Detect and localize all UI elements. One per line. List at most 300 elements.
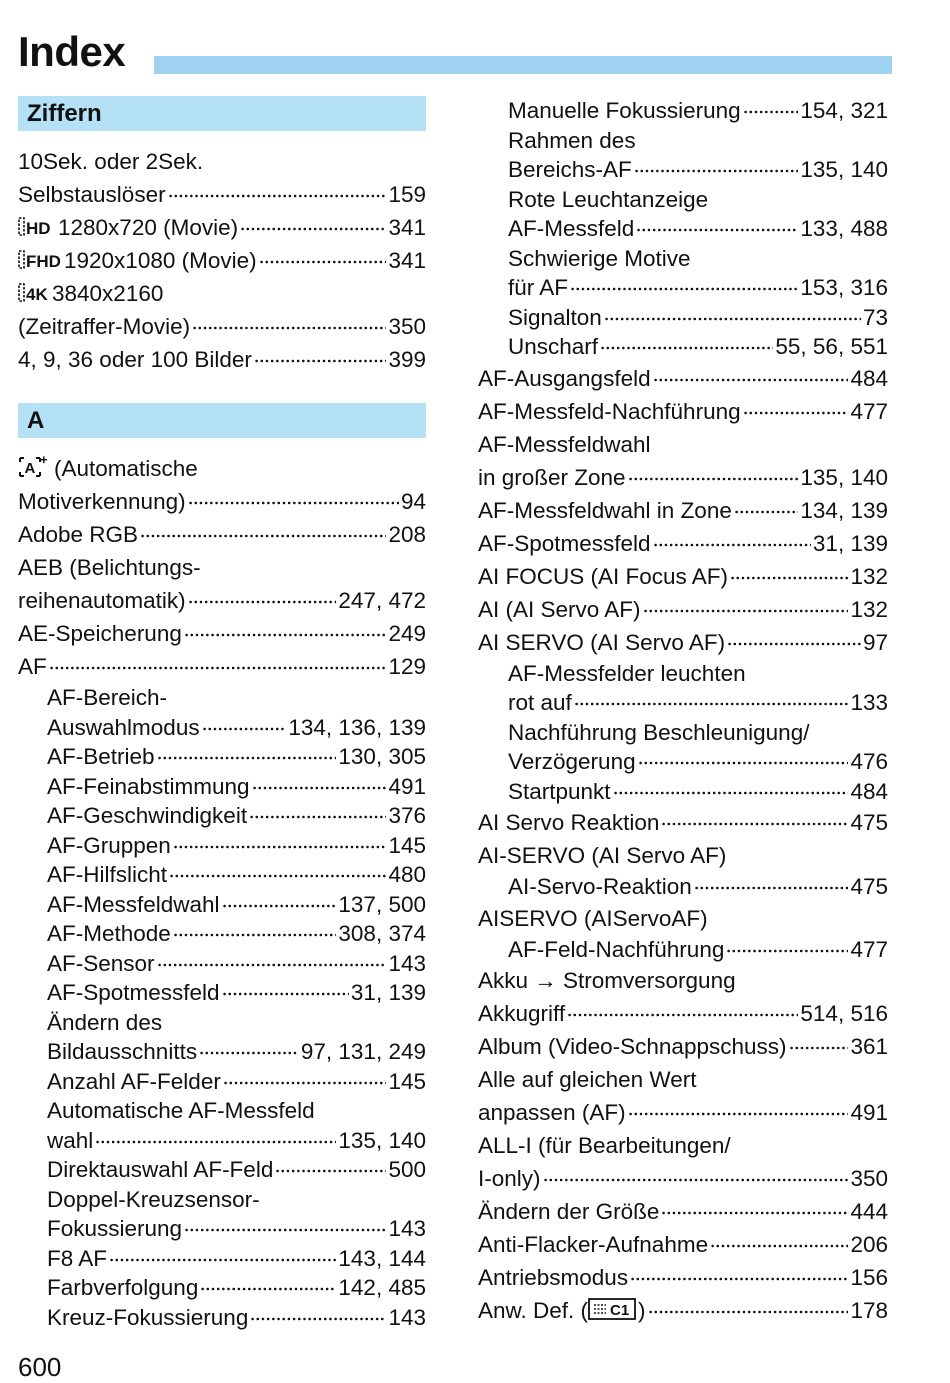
index-entry-text: Ändern des bbox=[47, 1009, 163, 1035]
index-entry bbox=[18, 584, 426, 617]
dot-leader bbox=[168, 193, 387, 199]
svg-text:FHD: FHD bbox=[26, 252, 61, 271]
dot-leader bbox=[254, 358, 387, 364]
page-title: Index bbox=[18, 28, 126, 75]
index-entry-pages: 143 bbox=[388, 950, 426, 976]
index-entry-term bbox=[478, 806, 659, 839]
index-entry-term bbox=[47, 685, 167, 710]
index-entry-term bbox=[478, 527, 651, 560]
index-entry-pages: 475 bbox=[850, 874, 888, 899]
index-entry-text: Signalton bbox=[508, 304, 602, 330]
index-entry-term bbox=[508, 747, 636, 777]
index-entry-term bbox=[478, 1030, 787, 1063]
custom-shooting-mode-icon bbox=[588, 1297, 636, 1321]
svg-text:HD: HD bbox=[26, 219, 51, 238]
index-entry-text: wahl bbox=[47, 1127, 94, 1153]
index-entry-text: Selbstauslöser bbox=[18, 182, 166, 207]
index-entry-text: Adobe RGB bbox=[18, 522, 139, 547]
index-entry bbox=[18, 890, 426, 920]
index-entry-text: AF-Messfelder leuchten bbox=[508, 660, 746, 686]
dot-leader bbox=[222, 903, 337, 909]
index-entry-term bbox=[478, 626, 725, 659]
index-entry-pages: 491 bbox=[850, 1100, 888, 1125]
index-entry-text: I-only) bbox=[478, 1166, 541, 1191]
index-entry-pages: 31, 139 bbox=[350, 980, 426, 1005]
index-entry-term bbox=[478, 593, 641, 626]
index-entry-text: Bereichs-AF bbox=[508, 157, 632, 182]
index-entry bbox=[18, 1037, 426, 1067]
dot-leader bbox=[157, 755, 337, 761]
index-entry-text: Kreuz-Fokussierung bbox=[47, 1304, 249, 1330]
index-entry-pages: 159 bbox=[388, 182, 426, 207]
index-entry-pages: 143 bbox=[388, 1304, 426, 1330]
index-entry-text: Motiverkennung) bbox=[18, 489, 186, 514]
index-entry-pages: 475 bbox=[850, 810, 888, 835]
index-entry-pages: 132 bbox=[850, 563, 888, 589]
index-entry-text: AF-Feld-Nachführung bbox=[508, 936, 725, 962]
dot-leader bbox=[628, 476, 799, 482]
index-entry-term bbox=[478, 1162, 541, 1195]
dot-leader bbox=[157, 962, 387, 968]
index-entry-text: (Automatische bbox=[54, 456, 198, 481]
index-entry-pages: 97, 131, 249 bbox=[300, 1039, 426, 1064]
index-entry-term bbox=[478, 843, 726, 868]
index-entry-text: ALL-I (für Bearbeitungen/ bbox=[478, 1133, 731, 1158]
index-entry-term bbox=[478, 1294, 646, 1327]
index-entry-text: Manuelle Fokussierung bbox=[508, 98, 741, 123]
dot-leader bbox=[726, 948, 848, 954]
index-entry bbox=[18, 485, 426, 518]
index-entry bbox=[478, 126, 888, 156]
index-entry bbox=[478, 1030, 888, 1063]
index-entry-text: Automatische AF-Messfeld bbox=[47, 1098, 315, 1123]
svg-text:4K: 4K bbox=[26, 285, 48, 304]
index-entry-term bbox=[47, 801, 247, 831]
index-entry bbox=[18, 343, 426, 376]
index-entry-term bbox=[47, 1155, 273, 1185]
index-entry bbox=[18, 1008, 426, 1038]
index-entry-term bbox=[508, 935, 724, 965]
index-entry-pages: 142, 485 bbox=[338, 1275, 426, 1300]
index-entry bbox=[18, 1214, 426, 1244]
index-entry-term bbox=[478, 362, 651, 395]
index-entry bbox=[478, 155, 888, 185]
index-entry-term bbox=[47, 1067, 221, 1097]
index-entry-term bbox=[47, 772, 250, 802]
index-entry bbox=[478, 560, 888, 593]
dot-leader bbox=[574, 701, 849, 707]
index-entry-term bbox=[47, 742, 155, 772]
index-entry bbox=[478, 872, 888, 902]
dot-leader bbox=[169, 873, 386, 879]
dot-leader bbox=[202, 726, 287, 732]
index-entry bbox=[478, 244, 888, 274]
index-entry-pages: 145 bbox=[388, 1068, 426, 1094]
index-entry-text: AF-Geschwindigkeit bbox=[47, 803, 248, 828]
dot-leader bbox=[543, 1177, 849, 1183]
index-entry-term bbox=[508, 155, 632, 185]
index-entry bbox=[478, 964, 888, 997]
index-entry-text: Nachführung Beschleunigung/ bbox=[508, 719, 810, 745]
index-entry-text: Verzögerung bbox=[508, 749, 636, 774]
index-entry-pages: 247, 472 bbox=[338, 588, 426, 613]
index-entry-text: 1280x720 (Movie) bbox=[58, 215, 239, 240]
dot-leader bbox=[223, 1080, 387, 1086]
index-entry bbox=[478, 1162, 888, 1195]
index-entry-pages: 477 bbox=[850, 936, 888, 962]
dot-leader bbox=[600, 345, 773, 351]
index-entry-text: (Zeitraffer-Movie) bbox=[18, 314, 191, 339]
index-entry bbox=[18, 551, 426, 584]
index-entry-term bbox=[508, 872, 692, 902]
dot-leader bbox=[109, 1257, 336, 1263]
index-entry-term bbox=[478, 395, 741, 428]
index-entry-text: Farbverfolgung bbox=[47, 1275, 199, 1300]
index-entry-pages: 134, 139 bbox=[800, 497, 888, 523]
dot-leader bbox=[630, 1276, 848, 1282]
index-entry bbox=[478, 96, 888, 126]
index-entry-term bbox=[478, 1133, 731, 1158]
dot-leader bbox=[604, 316, 861, 322]
index-entry-term bbox=[478, 1195, 659, 1228]
fhd-movie-icon bbox=[18, 249, 62, 271]
index-entry bbox=[18, 244, 426, 277]
index-entry bbox=[18, 277, 426, 310]
index-entry-text: AF-Messfeldwahl in Zone bbox=[478, 497, 732, 523]
index-entry-term bbox=[478, 1067, 696, 1092]
index-column-right bbox=[478, 96, 888, 1327]
index-entry-pages: 145 bbox=[388, 832, 426, 858]
index-entry-term bbox=[47, 1010, 162, 1035]
index-entry-term bbox=[508, 303, 602, 333]
dot-leader bbox=[259, 259, 387, 265]
dot-leader bbox=[661, 1210, 848, 1216]
index-entry-text: AF-Messfeldwahl bbox=[478, 431, 651, 457]
index-entry-text: Anzahl AF-Felder bbox=[47, 1068, 221, 1094]
index-entry-pages: 132 bbox=[850, 596, 888, 622]
dot-leader bbox=[222, 991, 349, 997]
index-entry-text: Doppel-Kreuzsensor- bbox=[47, 1186, 260, 1212]
index-entry-pages: 178 bbox=[850, 1298, 888, 1323]
index-entry bbox=[478, 997, 888, 1030]
index-entry-pages: 350 bbox=[388, 314, 426, 339]
index-entry-term bbox=[18, 485, 186, 518]
index-entry bbox=[18, 772, 426, 802]
dot-leader bbox=[643, 608, 849, 614]
index-entry bbox=[478, 1096, 888, 1129]
index-entry-pages: 156 bbox=[850, 1265, 888, 1290]
index-entry bbox=[478, 902, 888, 935]
index-entry bbox=[478, 1129, 888, 1162]
index-entry bbox=[18, 518, 426, 551]
index-entry-pages: 208 bbox=[388, 522, 426, 547]
index-entry bbox=[18, 310, 426, 343]
dot-leader bbox=[730, 575, 848, 581]
index-entry-term bbox=[508, 688, 572, 718]
index-entry-pages: 94 bbox=[400, 489, 426, 514]
index-entry-pages: 143, 144 bbox=[338, 1245, 426, 1271]
index-entry-text: in großer Zone bbox=[478, 464, 626, 490]
dot-leader bbox=[173, 844, 387, 850]
dot-leader bbox=[648, 1309, 849, 1315]
index-entry-text: AEB (Belichtungs- bbox=[18, 555, 201, 580]
index-entry-term bbox=[18, 584, 186, 617]
index-entry bbox=[18, 145, 426, 178]
index-entry-term bbox=[18, 555, 201, 580]
index-entry-text: AF-Hilfslicht bbox=[47, 862, 168, 887]
index-entry-pages: 31, 139 bbox=[812, 530, 888, 556]
index-entry-pages: 477 bbox=[850, 398, 888, 424]
index-entry bbox=[478, 494, 888, 527]
dot-leader bbox=[743, 410, 849, 416]
index-entry-text: AF-Messfeld-Nachführung bbox=[478, 398, 741, 424]
index-entry-pages: 133, 488 bbox=[800, 216, 888, 241]
index-entry bbox=[18, 1067, 426, 1097]
dot-leader bbox=[694, 885, 849, 891]
index-entry-pages: 249 bbox=[388, 621, 426, 646]
index-entry-term bbox=[508, 246, 691, 271]
index-entry-text: Anw. Def. ( bbox=[478, 1298, 589, 1323]
index-entry-text: Auswahlmodus bbox=[47, 714, 200, 740]
index-entry-pages: 135, 140 bbox=[338, 1127, 426, 1153]
index-entry bbox=[478, 806, 888, 839]
index-entry bbox=[478, 1063, 888, 1096]
index-entry-text: AF bbox=[18, 654, 47, 679]
index-entry-text: Fokussierung bbox=[47, 1216, 183, 1241]
index-entry-text: Anti-Flacker-Aufnahme bbox=[478, 1232, 709, 1257]
index-entry-text: AISERVO (AIServoAF) bbox=[478, 905, 708, 931]
index-entry-term bbox=[508, 661, 746, 686]
dot-leader bbox=[188, 500, 399, 506]
index-entry bbox=[18, 1303, 426, 1333]
svg-text:C1: C1 bbox=[610, 1302, 630, 1319]
index-entry-text: AF-Feinabstimmung bbox=[47, 773, 250, 799]
index-entry-term bbox=[18, 453, 198, 481]
index-entry-text: AE-Speicherung bbox=[18, 621, 182, 646]
dot-leader bbox=[188, 599, 337, 605]
index-entry-pages: 135, 140 bbox=[800, 157, 888, 182]
index-entry-pages: 134, 136, 139 bbox=[288, 714, 426, 740]
index-entry-text: für AF bbox=[508, 275, 569, 300]
index-entry bbox=[18, 1096, 426, 1126]
index-entry-text: Akku → Stromversorgung bbox=[478, 968, 736, 993]
dot-leader bbox=[240, 226, 386, 232]
index-entry bbox=[478, 777, 888, 807]
index-entry bbox=[478, 593, 888, 626]
dot-leader bbox=[275, 1168, 386, 1174]
dot-leader bbox=[140, 533, 386, 539]
index-entry-term bbox=[47, 831, 171, 861]
title-accent-bar bbox=[154, 56, 892, 74]
index-entry bbox=[478, 428, 888, 461]
section-header-gap bbox=[18, 438, 426, 452]
index-entry-term bbox=[47, 713, 200, 743]
index-entry bbox=[18, 801, 426, 831]
index-entry-text: Direktauswahl AF-Feld bbox=[47, 1157, 274, 1182]
index-entry-pages: 350 bbox=[850, 1166, 888, 1191]
dot-leader bbox=[200, 1286, 336, 1292]
index-entry-term bbox=[18, 244, 257, 277]
index-entry-term bbox=[47, 1098, 315, 1123]
index-entry-term bbox=[478, 432, 651, 457]
index-entry-text: AF-Messfeld bbox=[508, 216, 635, 241]
dot-leader bbox=[628, 1111, 849, 1117]
index-entry-term bbox=[18, 518, 138, 551]
index-entry bbox=[18, 949, 426, 979]
index-entry-term bbox=[47, 1214, 182, 1244]
dot-leader bbox=[789, 1045, 849, 1051]
index-entry-term bbox=[47, 1037, 197, 1067]
index-entry-term bbox=[478, 968, 736, 993]
index-entry-term bbox=[47, 890, 220, 920]
dot-leader bbox=[634, 168, 799, 174]
index-entry bbox=[478, 527, 888, 560]
index-entry-term bbox=[18, 343, 252, 376]
index-entry-pages: 399 bbox=[388, 347, 426, 372]
dot-leader bbox=[570, 286, 798, 292]
index-entry bbox=[478, 273, 888, 303]
dot-leader bbox=[653, 542, 811, 548]
index-entry-term bbox=[478, 1096, 626, 1129]
index-entry bbox=[478, 461, 888, 494]
index-entry-text: Bildausschnitts bbox=[47, 1039, 198, 1064]
index-entry-pages: 55, 56, 551 bbox=[775, 334, 888, 359]
index-entry bbox=[478, 332, 888, 362]
index-entry bbox=[18, 683, 426, 713]
index-entry-term bbox=[478, 494, 732, 527]
section-gap bbox=[18, 376, 426, 403]
index-entry-text: Akkugriff bbox=[478, 1001, 566, 1026]
dot-leader bbox=[743, 109, 799, 115]
index-entry-term bbox=[508, 214, 634, 244]
index-entry-text: Alle auf gleichen Wert bbox=[478, 1067, 697, 1092]
index-entry-term bbox=[478, 906, 708, 931]
index-entry-pages: 154, 321 bbox=[800, 98, 888, 123]
4k-movie-icon bbox=[18, 282, 50, 304]
dot-leader bbox=[567, 1012, 798, 1018]
index-entry-term bbox=[47, 1244, 107, 1274]
index-entry bbox=[478, 688, 888, 718]
index-entry-pages: 514, 516 bbox=[800, 1001, 888, 1026]
index-entry-pages: 444 bbox=[850, 1199, 888, 1224]
index-entry bbox=[478, 659, 888, 689]
section-header-a: A bbox=[18, 403, 426, 438]
index-entry bbox=[478, 626, 888, 659]
index-entry-term bbox=[47, 1303, 248, 1333]
dot-leader bbox=[49, 665, 387, 671]
index-entry-term bbox=[18, 281, 163, 306]
index-entry-pages: 308, 374 bbox=[338, 921, 426, 946]
index-entry bbox=[478, 718, 888, 748]
index-entry-term bbox=[508, 777, 611, 807]
index-entry bbox=[478, 1195, 888, 1228]
index-entry-term bbox=[508, 720, 809, 745]
dot-leader bbox=[252, 785, 387, 791]
index-entry bbox=[478, 839, 888, 872]
index-entry-text: AI Servo Reaktion bbox=[478, 810, 660, 835]
svg-text:+: + bbox=[40, 453, 48, 467]
index-entry-text: AI-Servo-Reaktion bbox=[508, 874, 692, 899]
index-entry bbox=[18, 1185, 426, 1215]
index-entry-text: anpassen (AF) bbox=[478, 1100, 626, 1125]
index-entry-text: AF-Messfeldwahl bbox=[47, 891, 220, 917]
index-entry-text: 4, 9, 36 oder 100 Bilder bbox=[18, 347, 252, 372]
index-entry bbox=[478, 1261, 888, 1294]
index-entry bbox=[18, 1155, 426, 1185]
index-entry-text: AF-Ausgangsfeld bbox=[478, 365, 651, 391]
index-entry-pages: 206 bbox=[850, 1232, 888, 1257]
index-entry-term bbox=[508, 187, 708, 212]
index-entry-term bbox=[478, 1261, 628, 1294]
index-entry-pages: 491 bbox=[388, 773, 426, 799]
index-entry bbox=[478, 185, 888, 215]
index-entry-term bbox=[47, 1273, 198, 1303]
index-entry-term bbox=[47, 919, 171, 949]
index-entry-term bbox=[47, 860, 167, 890]
index-entry-text-suffix: ) bbox=[638, 1298, 646, 1323]
index-entry-text: Startpunkt bbox=[508, 778, 611, 804]
index-entry bbox=[478, 362, 888, 395]
index-entry-text: AI-SERVO (AI Servo AF) bbox=[478, 843, 727, 868]
dot-leader bbox=[727, 641, 861, 647]
index-entry-text: AI (AI Servo AF) bbox=[478, 596, 641, 622]
index-entry-text: AF-Methode bbox=[47, 921, 171, 946]
index-entry-text: 1920x1080 (Movie) bbox=[64, 248, 257, 273]
index-entry bbox=[18, 617, 426, 650]
index-entry-term bbox=[478, 560, 728, 593]
index-entry-term bbox=[508, 96, 741, 126]
index-entry-text: Ändern der Größe bbox=[478, 1199, 660, 1224]
dot-leader bbox=[636, 227, 798, 233]
index-entry-text: Rahmen des bbox=[508, 127, 636, 153]
index-entry-text: AF-Betrieb bbox=[47, 744, 155, 769]
dot-leader bbox=[184, 1227, 386, 1233]
index-entry-term bbox=[47, 1187, 260, 1212]
index-entry-pages: 130, 305 bbox=[338, 744, 426, 769]
index-entry bbox=[478, 747, 888, 777]
index-entry bbox=[18, 831, 426, 861]
index-entry-pages: 137, 500 bbox=[338, 891, 426, 917]
index-entry-pages: 476 bbox=[850, 749, 888, 774]
index-entry-term bbox=[47, 978, 220, 1008]
index-entry bbox=[18, 742, 426, 772]
index-entry-term bbox=[478, 1228, 708, 1261]
index-entry-pages: 153, 316 bbox=[800, 275, 888, 300]
index-entry-term bbox=[508, 273, 568, 303]
index-entry-term bbox=[47, 1126, 93, 1156]
index-entry-term bbox=[18, 617, 182, 650]
section-header-ziffern: Ziffern bbox=[18, 96, 426, 131]
index-entry bbox=[478, 1228, 888, 1261]
index-entry bbox=[478, 214, 888, 244]
index-entry-text: reihenautomatik) bbox=[18, 588, 186, 613]
dot-leader bbox=[710, 1243, 848, 1249]
dot-leader bbox=[199, 1050, 299, 1056]
index-entry-text: Antriebsmodus bbox=[478, 1265, 629, 1290]
dot-leader bbox=[192, 325, 386, 331]
index-entry-term bbox=[478, 997, 565, 1030]
index-entry bbox=[18, 452, 426, 485]
index-entry-pages: 484 bbox=[850, 365, 888, 391]
index-entry-pages: 484 bbox=[850, 778, 888, 804]
index-entry-text: AI FOCUS (AI Focus AF) bbox=[478, 563, 729, 589]
hd-movie-icon bbox=[18, 216, 56, 238]
index-entry bbox=[18, 978, 426, 1008]
dot-leader bbox=[638, 760, 849, 766]
index-entry-pages: 361 bbox=[850, 1034, 888, 1059]
scene-intelligent-auto-icon bbox=[18, 453, 52, 479]
svg-text:A: A bbox=[24, 460, 36, 477]
